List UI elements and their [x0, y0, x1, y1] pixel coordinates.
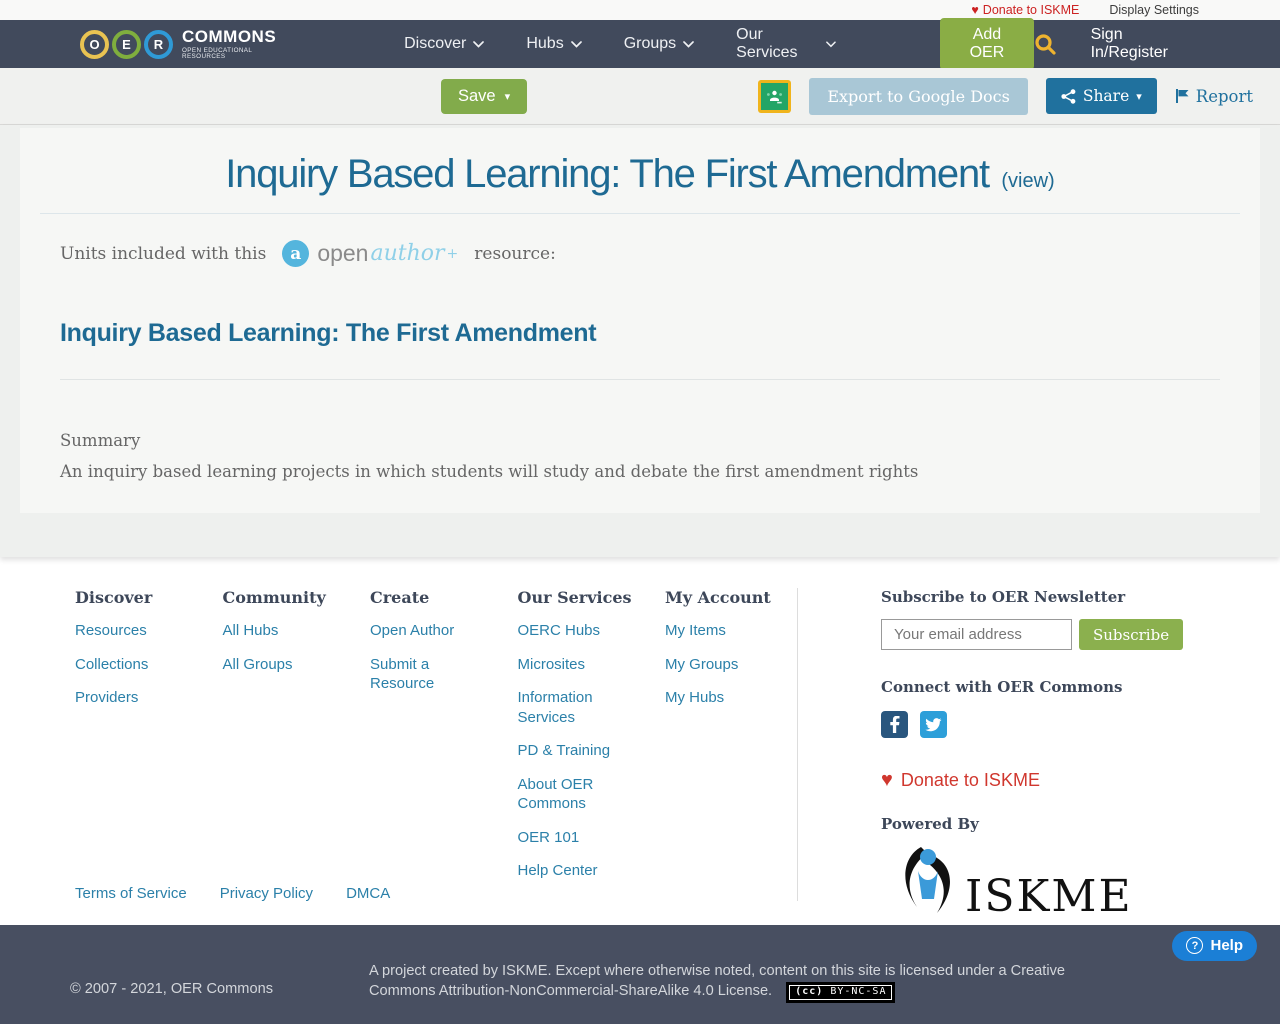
dmca-link[interactable]: DMCA	[346, 885, 391, 902]
footer-heading: Our Services	[517, 588, 632, 607]
legal-links	[75, 885, 423, 902]
logo-circles	[80, 30, 173, 59]
privacy-policy-link[interactable]: Privacy Policy	[219, 885, 314, 902]
nav-item-label: Hubs	[526, 35, 564, 52]
site-footer	[0, 557, 1280, 925]
iskme-logo[interactable]	[891, 841, 1201, 923]
footer-link-oer-101[interactable]: OER 101	[517, 828, 580, 846]
logo-text	[182, 28, 292, 61]
cc-icon: (cc)	[795, 986, 824, 998]
question-mark-icon: ?	[1186, 937, 1203, 954]
logo-letter: E	[122, 36, 131, 52]
nav-item-hubs[interactable]	[526, 35, 581, 53]
footer-donate-label: Donate to ISKME	[900, 770, 1040, 790]
social-icons	[881, 711, 1201, 738]
logo-title: COMMONS	[182, 26, 277, 46]
resource-panel	[20, 128, 1260, 513]
chevron-down-icon	[571, 41, 582, 48]
logo-letter: O	[89, 36, 100, 52]
footer-col-my-account	[665, 588, 813, 895]
footer-heading: Discover	[75, 588, 153, 607]
logo-circle-o	[80, 30, 109, 59]
open-author-logo[interactable]	[282, 240, 458, 267]
footer-link-providers[interactable]: Providers	[75, 689, 139, 706]
google-classroom-button[interactable]	[758, 80, 791, 113]
nav-item-groups[interactable]	[624, 35, 694, 53]
sign-in-register-link[interactable]: Sign In/Register	[1090, 26, 1168, 61]
display-settings-label: Display Settings	[1109, 3, 1199, 17]
twitter-icon[interactable]	[920, 711, 947, 738]
logo-letter: R	[153, 36, 164, 52]
utility-bar	[0, 0, 1280, 20]
share-button-label: Share	[1082, 87, 1130, 105]
footer-heading: Create	[370, 588, 430, 607]
nav-item-label: Discover	[404, 35, 467, 52]
footer-link-help-center[interactable]: Help Center	[517, 862, 598, 879]
footer-link-resources[interactable]: Resources	[75, 622, 147, 639]
search-button[interactable]	[1034, 33, 1057, 56]
units-included-row	[60, 240, 1240, 267]
connect-heading: Connect with OER Commons	[881, 678, 1123, 696]
help-button-label: Help	[1210, 937, 1243, 954]
section-divider	[60, 379, 1220, 380]
utility-donate-label: Donate to ISKME	[982, 3, 1080, 17]
newsletter-form	[881, 619, 1201, 650]
export-google-docs-button[interactable]: Export to Google Docs	[809, 78, 1027, 115]
main-navbar	[0, 20, 1280, 68]
footer-link-my-hubs[interactable]: My Hubs	[665, 689, 725, 706]
logo-circle-r	[144, 30, 173, 59]
email-input[interactable]	[881, 619, 1072, 650]
footer-col-discover	[75, 588, 223, 895]
newsletter-section	[881, 588, 1201, 923]
footer-link-information-services[interactable]: Information Services	[517, 689, 593, 726]
help-button[interactable]	[1172, 931, 1257, 961]
footer-link-all-groups[interactable]: All Groups	[222, 655, 293, 673]
units-suffix-text: resource:	[474, 243, 556, 264]
cc-badge-label: BY-NC-SA	[830, 986, 887, 998]
footer-link-about-oer-commons[interactable]: About OER Commons	[517, 775, 594, 812]
nav-item-discover[interactable]	[404, 35, 484, 53]
nav-right	[1034, 26, 1200, 62]
iskme-mark-icon	[891, 841, 963, 917]
footer-col-create	[370, 588, 518, 895]
open-author-author-text: author	[370, 241, 445, 266]
footer-link-microsites[interactable]: Microsites	[517, 655, 586, 673]
google-classroom-icon	[761, 83, 788, 110]
terms-of-service-link[interactable]: Terms of Service	[75, 885, 187, 902]
footer-heading: My Account	[665, 588, 771, 607]
footer-link-oerc-hubs[interactable]: OERC Hubs	[517, 622, 601, 639]
heart-icon: ♥	[881, 769, 893, 791]
nav-menu	[404, 18, 1033, 70]
utility-donate-link[interactable]	[971, 3, 1079, 17]
powered-by-heading: Powered By	[881, 815, 979, 833]
oer-commons-logo[interactable]	[80, 28, 292, 61]
heart-icon: ♥	[971, 3, 979, 17]
footer-col-community	[223, 588, 371, 895]
bottom-bar	[0, 925, 1280, 1024]
view-link[interactable]: (view)	[1001, 170, 1055, 192]
logo-subtitle: OPEN EDUCATIONAL RESOURCES	[182, 46, 253, 60]
nav-item-label: Groups	[623, 35, 677, 52]
cc-license-badge[interactable]	[786, 982, 895, 1003]
share-button[interactable]	[1046, 78, 1157, 114]
flag-icon	[1175, 88, 1190, 104]
copyright-text: © 2007 - 2021, OER Commons	[70, 981, 273, 997]
open-author-plus-text: +	[446, 245, 459, 262]
newsletter-heading: Subscribe to OER Newsletter	[881, 588, 1126, 606]
footer-link-my-items[interactable]: My Items	[665, 622, 726, 639]
footer-link-all-hubs[interactable]: All Hubs	[222, 622, 279, 639]
footer-divider	[797, 588, 798, 901]
footer-link-collections[interactable]: Collections	[75, 655, 149, 673]
action-toolbar	[0, 68, 1280, 125]
license-block	[369, 961, 1109, 1024]
open-author-mark-icon: a	[282, 240, 309, 267]
caret-down-icon: ▾	[504, 90, 511, 103]
logo-circle-e	[112, 30, 141, 59]
add-oer-button[interactable]: Add OER	[940, 18, 1033, 70]
footer-link-open-author[interactable]: Open Author	[370, 622, 455, 639]
search-icon	[1034, 33, 1057, 56]
chevron-down-icon	[826, 41, 836, 48]
page-title: Inquiry Based Learning: The First Amendment	[225, 152, 989, 196]
toolbar-right	[758, 78, 1253, 115]
content-area	[0, 125, 1280, 557]
save-button-label: Save	[458, 86, 496, 105]
nav-item-label: Our Services	[736, 26, 798, 61]
footer-link-my-groups[interactable]: My Groups	[665, 655, 739, 673]
footer-link-submit-resource[interactable]: Submit a Resource	[370, 655, 435, 692]
share-icon	[1061, 89, 1076, 104]
subscribe-button[interactable]: Subscribe	[1079, 619, 1183, 650]
chevron-down-icon	[683, 41, 694, 48]
facebook-icon[interactable]	[881, 711, 908, 738]
open-author-open-text: open	[317, 240, 369, 266]
units-prefix-text: Units included with this	[60, 243, 267, 264]
page-title-row	[40, 152, 1240, 214]
nav-item-our-services[interactable]	[736, 26, 836, 62]
display-settings-link[interactable]	[1109, 3, 1199, 17]
license-text: A project created by ISKME. Except where otherwise noted, content on this site is licensed under a Creative Commons Attribution-NonCommercial-ShareAlike 4.0 License.	[369, 963, 1066, 1000]
iskme-wordmark: ISKME	[965, 871, 1133, 923]
report-link-label: Report	[1195, 86, 1253, 106]
report-link[interactable]	[1175, 87, 1253, 106]
chevron-down-icon	[473, 41, 484, 48]
footer-donate-link[interactable]	[881, 769, 1201, 792]
caret-down-icon: ▾	[1136, 89, 1142, 103]
footer-col-our-services	[518, 588, 666, 895]
footer-link-pd-training[interactable]: PD & Training	[517, 742, 611, 759]
footer-heading: Community	[222, 588, 326, 607]
summary-label: Summary	[60, 431, 141, 450]
resource-section-title: Inquiry Based Learning: The First Amendment	[60, 319, 597, 347]
save-button[interactable]	[441, 79, 527, 114]
summary-text: An inquiry based learning projects in which students will study and debate the first amendment rights	[60, 462, 919, 481]
